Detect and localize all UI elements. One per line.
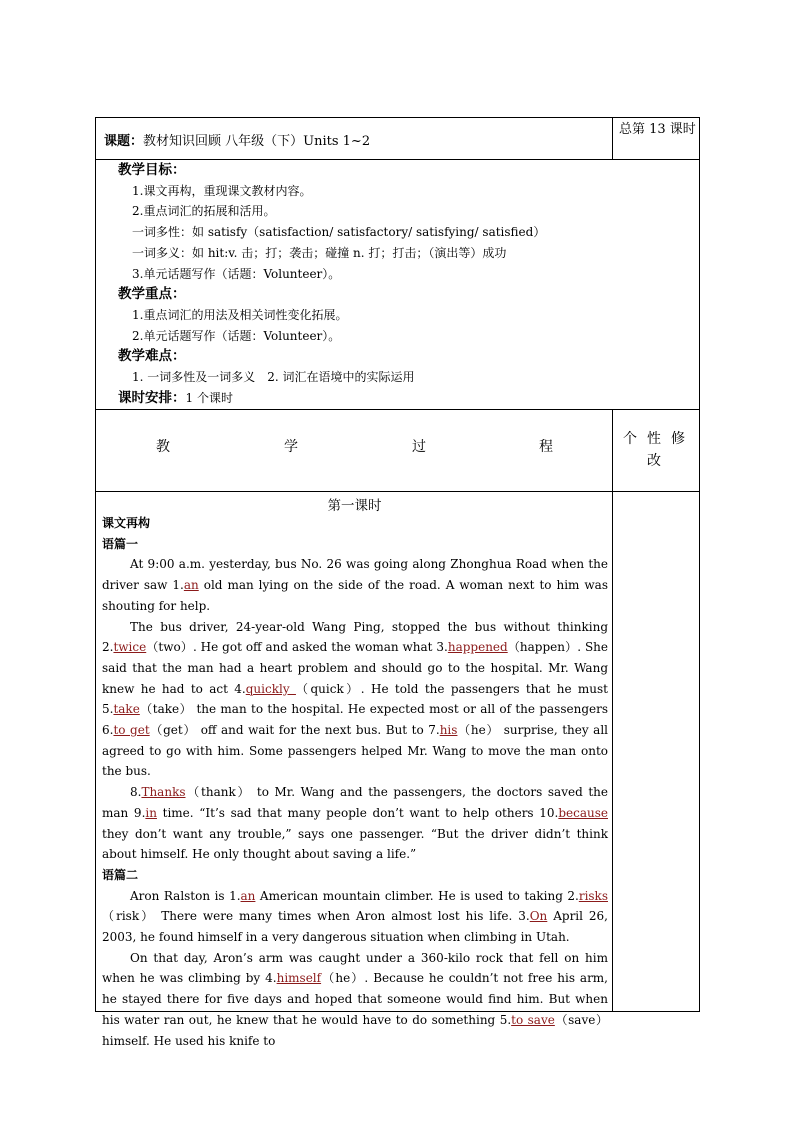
answer-blank: happened [447, 640, 508, 655]
passage-title: 语篇一 [102, 536, 139, 551]
answer-blank: quickly [245, 681, 296, 696]
passage-paragraph: On that day, Aron’s arm was caught under a 360-kilo rock that fell on him when he was climbing by 4.himself（he）. Because he couldn’t not free his arm, he stayed there for five days and hoped that someone would find him. But when his water ran out, he knew that he would have to do something 5.to save（save） himself. He used his knife to [102, 950, 609, 1048]
objective-item: 一词多义：如 hit:v. 击；打；袭击；碰撞 n. 打；打击；（演出等）成功 [132, 245, 507, 260]
answer-blank: twice [113, 640, 147, 655]
objective-item: 1.课文再构，重现课文教材内容。 [132, 183, 312, 198]
total-lesson-number: 总第 13 课时 [619, 122, 696, 137]
col-divider [612, 118, 613, 159]
lesson-body [102, 513, 608, 1051]
difficulty-item: 1. 一词多性及一词多义 2. 词汇在语境中的实际运用 [132, 370, 415, 385]
answer-blank: On [529, 909, 548, 924]
answer-blank: himself [276, 971, 322, 986]
objective-item: 一词多性：如 satisfy（satisfaction/ satisfactory/ satisfying/ satisfied） [132, 225, 546, 240]
schedule-line [118, 388, 598, 409]
lesson-plan-table [95, 117, 700, 1048]
answer-blank: take [113, 702, 140, 717]
passage-paragraph: At 9:00 a.m. yesterday, bus No. 26 was going along Zhonghua Road when the driver saw 1.an old man lying on the side of the road. A woman next to him was shouting for help. [102, 557, 608, 613]
answer-blank: in [145, 805, 157, 820]
objective-item: 3.单元话题写作（话题：Volunteer）。 [132, 266, 341, 281]
lesson-heading: 第一课时 [327, 498, 382, 514]
process-char: 学 [284, 439, 298, 455]
answer-blank: his [439, 723, 458, 738]
schedule-value: 1 个课时 [185, 390, 233, 405]
passage-paragraph: 8.Thanks（thank） to Mr. Wang and the passengers, the doctors saved the man 9.in time. “It’s sad that many people don’t want to help others 10.because they don’t want any trouble,” says one passenger. “But the driver didn’t think about himself. He only thought about saving a life.” [102, 785, 608, 862]
answer-blank: because [558, 805, 608, 820]
objectives-heading: 教学目标： [118, 162, 186, 178]
lesson-title [104, 130, 370, 149]
process-char: 程 [539, 439, 553, 455]
process-char: 过 [412, 439, 426, 455]
answer-blank: an [240, 888, 256, 903]
answer-blank: an [183, 578, 199, 593]
key-point-item: 1.重点词汇的用法及相关词性变化拓展。 [132, 307, 348, 322]
objectives-block [118, 160, 598, 408]
row-divider [96, 409, 699, 410]
title-label: 课题： [104, 134, 144, 149]
title-text: 教材知识回顾 八年级（下）Units 1~2 [143, 134, 371, 149]
section-heading: 课文再构 [102, 516, 151, 530]
answer-blank: to save [511, 1012, 555, 1027]
passage-title: 语篇二 [102, 867, 139, 882]
key-point-item: 2.单元话题写作（话题：Volunteer）。 [132, 328, 341, 343]
answer-blank: to get [113, 723, 150, 738]
objective-item: 2.重点词汇的拓展和活用。 [132, 204, 276, 219]
process-char: 教 [156, 439, 170, 455]
schedule-heading: 课时安排： [118, 389, 186, 406]
row-divider [96, 491, 699, 492]
answer-blank: risks [578, 888, 608, 903]
answer-blank: Thanks [141, 785, 186, 800]
difficulties-heading: 教学难点： [118, 348, 186, 365]
personal-revision-heading: 个性修改 [623, 431, 695, 469]
passage-paragraph: Aron Ralston is 1.an American mountain climber. He is used to taking 2.risks（risk） There were many times when Aron almost lost his life. 3.On April 26, 2003, he found himself in a very dangerous situation when climbing in Utah. [102, 888, 608, 945]
passage-paragraph: The bus driver, 24-year-old Wang Ping, stopped the bus without thinking 2.twice（two）. He got off and asked the woman what 3.happened（happen）. She said that the man had a heart problem and should go to the hospital. Mr. Wang knew he had to act 4.quickly （quick）. He told the passengers that he must 5.take（take） the man to the hospital. He expected most or all of the passengers 6.to get（get） off and wait for the next bus. But to 7.his（he） surprise, they all agreed to go with him. Some passengers helped Mr. Wang to move the man onto the bus. [102, 619, 609, 779]
key-points-heading: 教学重点： [118, 286, 186, 303]
